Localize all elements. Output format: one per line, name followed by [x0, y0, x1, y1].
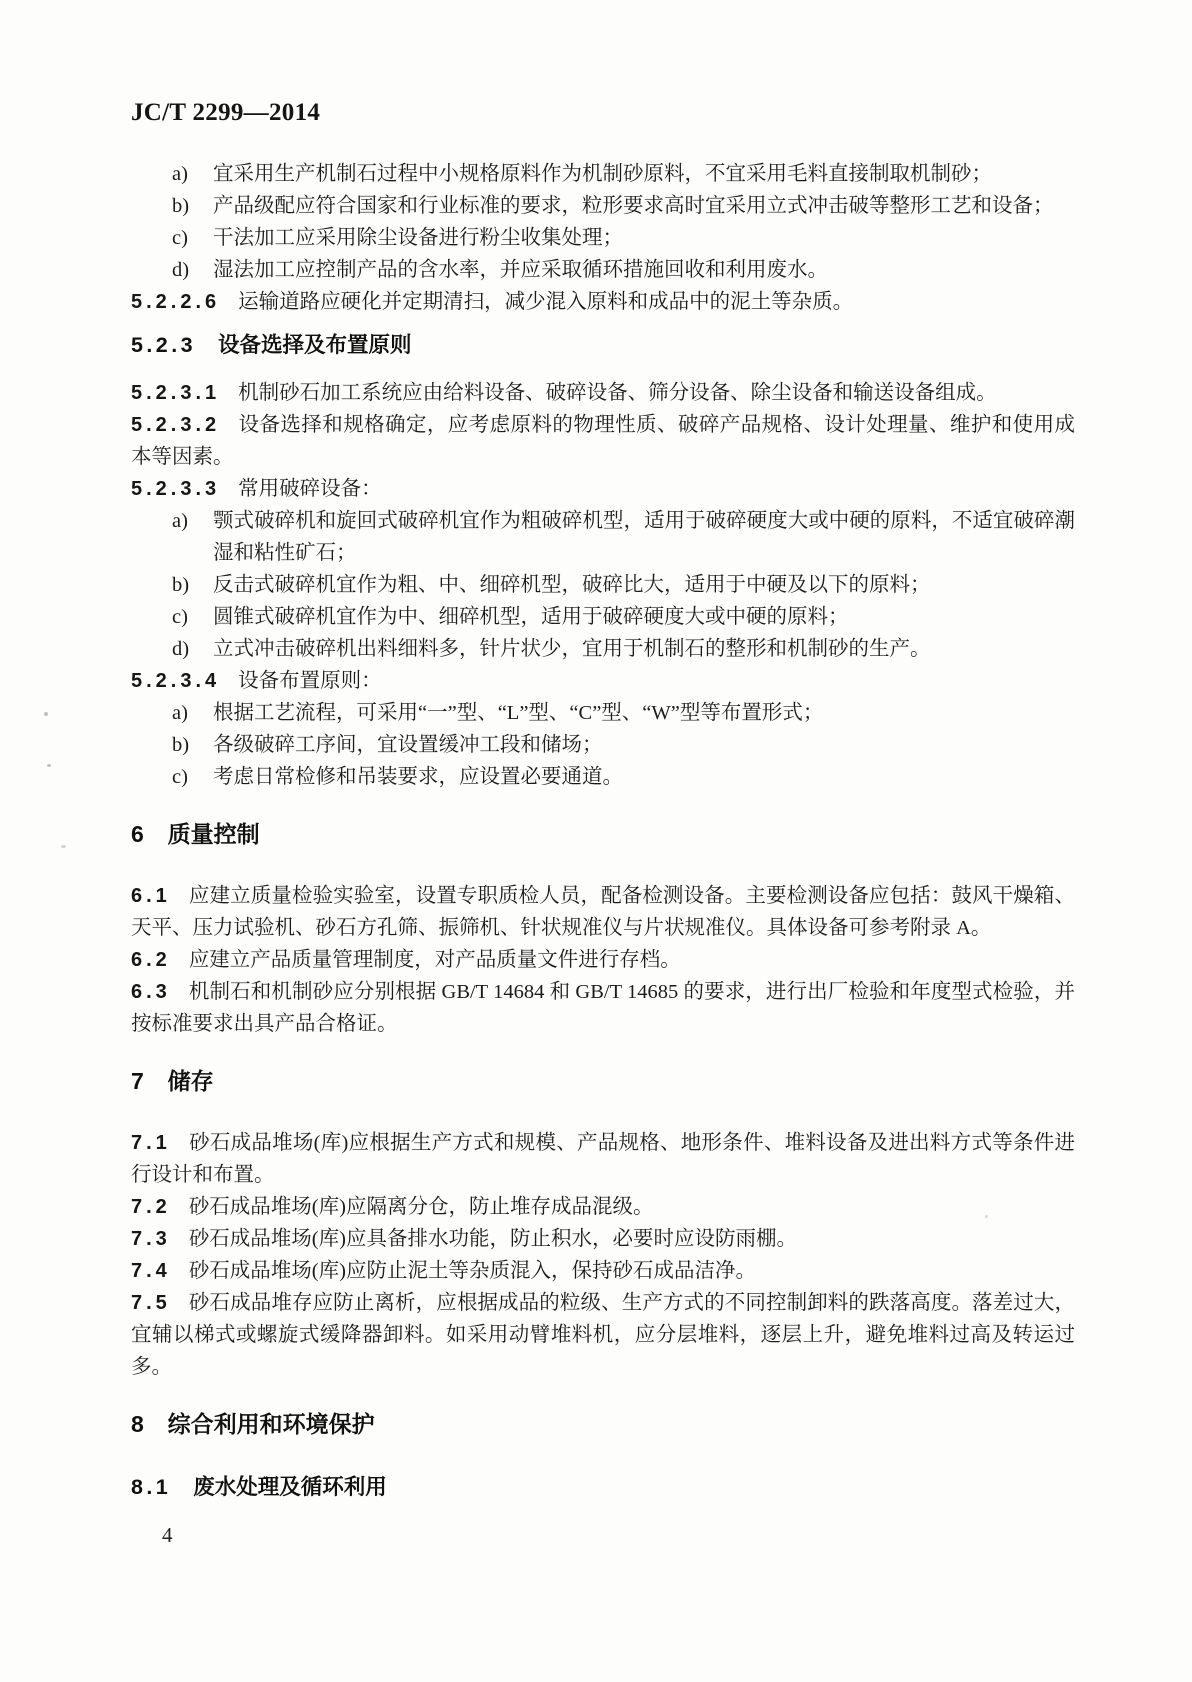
- clause-text: 常用破碎设备：: [238, 478, 382, 500]
- clause-6.1: [131, 880, 1075, 944]
- section-heading-8: [131, 1407, 1075, 1441]
- scan-speck: [47, 764, 51, 767]
- list-item-c: [131, 222, 1075, 254]
- item-marker: d): [172, 259, 190, 281]
- item-text: 反击式破碎机宜作为粗、中、细碎机型，破碎比大，适用于中硬及以下的原料；: [213, 574, 931, 596]
- clause-number: 5.2.3.2: [131, 414, 221, 436]
- item-marker: a): [172, 163, 188, 185]
- item-marker: c): [172, 227, 188, 249]
- clause-text: 机制石和机制砂应分别根据 GB/T 14684 和 GB/T 14685 的要求，进行出厂检验和年度型式检验，并按标准要求出具产品合格证。: [131, 981, 1075, 1035]
- clause-text: 砂石成品堆存应防止离析，应根据成品的粒级、生产方式的不同控制卸料的跌落高度。落差过大，宜辅以梯式或螺旋式缓降器卸料。如采用动臂堆料机，应分层堆料，逐层上升，避免堆料过高及转运过多。: [131, 1292, 1075, 1378]
- heading-number: 8: [131, 1411, 146, 1437]
- list-item-b: [131, 729, 1075, 761]
- heading-number: 5.2.3: [131, 333, 197, 357]
- item-text: 考虑日常检修和吊装要求，应设置必要通道。: [213, 766, 623, 788]
- item-text: 颚式破碎机和旋回式破碎机宜作为粗破碎机型，适用于破碎硬度大或中硬的原料，不适宜破碎潮湿和粘性矿石；: [213, 510, 1075, 564]
- item-text: 湿法加工应控制产品的含水率，并应采取循环措施回收和利用废水。: [213, 259, 828, 281]
- clause-number: 7.2: [131, 1196, 171, 1218]
- item-marker: b): [172, 574, 190, 596]
- heading-title: 储存: [167, 1068, 214, 1094]
- clause-number: 6.3: [131, 981, 171, 1003]
- clause-number: 5.2.3.3: [131, 478, 221, 500]
- heading-number: 8.1: [131, 1475, 172, 1499]
- list-item-a: [131, 158, 1075, 190]
- clause-text: 砂石成品堆场(库)应根据生产方式和规模、产品规格、地形条件、堆料设备及进出料方式等条件进行设计和布置。: [131, 1132, 1075, 1186]
- clause-text: 砂石成品堆场(库)应防止泥土等杂质混入，保持砂石成品洁净。: [188, 1260, 756, 1282]
- clause-5.2.2.6: [131, 286, 1075, 318]
- clause-7.5: [131, 1287, 1075, 1383]
- item-text: 产品级配应符合国家和行业标准的要求，粒形要求高时宜采用立式冲击破等整形工艺和设备；: [213, 195, 1054, 217]
- item-text: 各级破碎工序间，宜设置缓冲工段和储场；: [213, 734, 603, 756]
- item-marker: b): [172, 734, 190, 756]
- clause-number: 7.5: [131, 1292, 171, 1314]
- heading-title: 设备选择及布置原则: [218, 333, 412, 357]
- item-text: 根据工艺流程，可采用“一”型、“L”型、“C”型、“W”型等布置形式；: [213, 702, 824, 724]
- item-marker: c): [172, 606, 188, 628]
- clause-6.2: [131, 944, 1075, 976]
- list-item-b: [131, 190, 1075, 222]
- clause-text: 设备布置原则：: [238, 670, 382, 692]
- heading-title: 质量控制: [167, 821, 260, 847]
- item-text: 圆锥式破碎机宜作为中、细碎机型，适用于破碎硬度大或中硬的原料；: [213, 606, 849, 628]
- heading-title: 废水处理及循环利用: [193, 1475, 387, 1499]
- clause-number: 7.3: [131, 1228, 171, 1250]
- section-heading-5.2.3: [131, 328, 1075, 362]
- clause-number: 6.2: [131, 949, 171, 971]
- list-item-d: [131, 633, 1075, 665]
- clause-number: 6.1: [131, 885, 171, 907]
- section-heading-7: [131, 1064, 1075, 1098]
- clause-7.1: [131, 1127, 1075, 1191]
- item-marker: c): [172, 766, 188, 788]
- item-marker: d): [172, 638, 190, 660]
- list-item-c: [131, 761, 1075, 793]
- clause-text: 机制砂石加工系统应由给料设备、破碎设备、筛分设备、除尘设备和输送设备组成。: [238, 382, 997, 404]
- list-item-d: [131, 254, 1075, 286]
- item-marker: b): [172, 195, 190, 217]
- clause-number: 5.2.3.1: [131, 382, 221, 404]
- document-body: [131, 158, 1075, 1504]
- clause-text: 砂石成品堆场(库)应具备排水功能，防止积水，必要时应设防雨棚。: [188, 1228, 797, 1250]
- clause-text: 应建立产品质量管理制度，对产品质量文件进行存档。: [188, 949, 681, 971]
- clause-number: 7.1: [131, 1132, 171, 1154]
- scan-speck: [61, 845, 66, 848]
- clause-number: 5.2.3.4: [131, 670, 221, 692]
- clause-7.3: [131, 1223, 1075, 1255]
- page-number: 4: [162, 1523, 173, 1547]
- scan-speck: [44, 712, 48, 716]
- item-marker: a): [172, 702, 188, 724]
- standard-number-header: JC/T 2299—2014: [131, 99, 321, 126]
- heading-title: 综合利用和环境保护: [167, 1411, 375, 1437]
- list-item-a: [131, 505, 1075, 569]
- clause-7.4: [131, 1255, 1075, 1287]
- clause-text: 应建立质量检验实验室，设置专职质检人员，配备检测设备。主要检测设备应包括：鼓风干燥箱、天平、压力试验机、砂石方孔筛、振筛机、针状规准仪与片状规准仪。具体设备可参考附录 A。: [131, 885, 1075, 939]
- item-text: 干法加工应采用除尘设备进行粉尘收集处理；: [213, 227, 623, 249]
- item-marker: a): [172, 510, 188, 532]
- clause-text: 运输道路应硬化并定期清扫，减少混入原料和成品中的泥土等杂质。: [238, 291, 854, 313]
- heading-number: 7: [131, 1068, 146, 1094]
- clause-5.2.3.4: [131, 665, 1075, 697]
- item-text: 宜采用生产机制石过程中小规格原料作为机制砂原料，不宜采用毛料直接制取机制砂；: [213, 163, 992, 185]
- list-item-b: [131, 569, 1075, 601]
- list-item-c: [131, 601, 1075, 633]
- clause-5.2.3.2: [131, 409, 1075, 473]
- clause-text: 砂石成品堆场(库)应隔离分仓，防止堆存成品混级。: [188, 1196, 654, 1218]
- heading-number: 6: [131, 821, 146, 847]
- section-heading-6: [131, 817, 1075, 851]
- clause-number: 7.4: [131, 1260, 171, 1282]
- clause-number: 5.2.2.6: [131, 291, 221, 313]
- clause-6.3: [131, 976, 1075, 1040]
- list-item-a: [131, 697, 1075, 729]
- clause-7.2: [131, 1191, 1075, 1223]
- section-heading-8.1: [131, 1470, 1075, 1504]
- clause-5.2.3.1: [131, 377, 1075, 409]
- clause-5.2.3.3: [131, 473, 1075, 505]
- clause-text: 设备选择和规格确定，应考虑原料的物理性质、破碎产品规格、设计处理量、维护和使用成本等因素。: [131, 414, 1075, 468]
- item-text: 立式冲击破碎机出料细料多，针片状少，宜用于机制石的整形和机制砂的生产。: [213, 638, 931, 660]
- scan-speck: [985, 1215, 988, 1218]
